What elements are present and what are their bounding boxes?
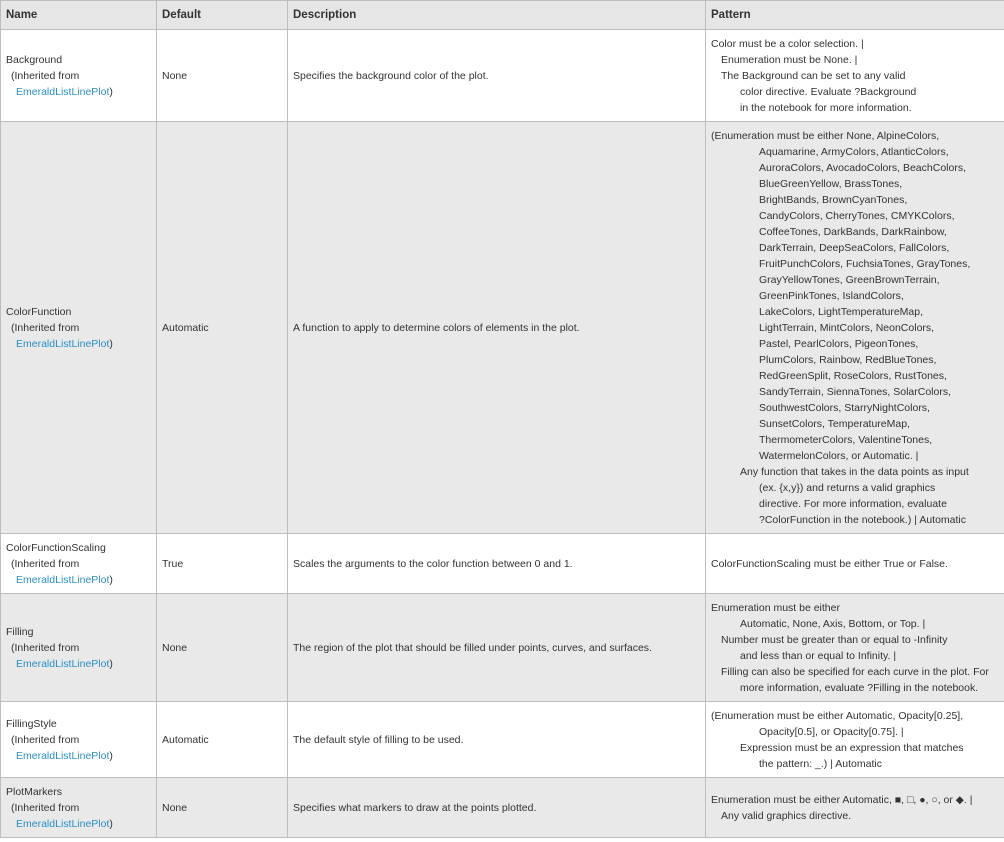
pattern-cell xyxy=(706,122,1004,534)
pattern-line: CoffeeTones, DarkBands, DarkRainbow, xyxy=(759,225,947,238)
pattern-line: and less than or equal to Infinity. | xyxy=(740,649,897,662)
pattern-line: BrightBands, BrownCyanTones, xyxy=(759,193,908,206)
table-row xyxy=(1,122,1004,534)
pattern-line: (Enumeration must be either None, AlpineColors, xyxy=(711,129,940,142)
option-name-cell xyxy=(1,122,157,534)
pattern-line: GrayYellowTones, GreenBrownTerrain, xyxy=(759,273,940,286)
pattern-line: Enumeration must be either Automatic, ■, □, ●, ○, or ◆. | xyxy=(711,793,973,806)
default-value: True xyxy=(157,534,288,594)
inherited-link[interactable]: EmeraldListLinePlot) xyxy=(16,657,113,670)
pattern-line: LakeColors, LightTemperatureMap, xyxy=(759,305,924,318)
pattern-line: Aquamarine, ArmyColors, AtlanticColors, xyxy=(759,145,949,158)
description: Specifies the background color of the plot. xyxy=(288,30,706,122)
pattern-line: Expression must be an expression that matches xyxy=(740,741,964,754)
option-name: Filling xyxy=(6,625,34,638)
pattern-line: CandyColors, CherryTones, CMYKColors, xyxy=(759,209,955,222)
inherited-link[interactable]: EmeraldListLinePlot) xyxy=(16,749,113,762)
pattern-line: SandyTerrain, SiennaTones, SolarColors, xyxy=(759,385,952,398)
pattern-line: color directive. Evaluate ?Background xyxy=(740,85,917,98)
pattern-cell xyxy=(706,778,1004,838)
pattern-line: WatermelonColors, or Automatic. | xyxy=(759,449,919,462)
pattern-line: Pastel, PearlColors, PigeonTones, xyxy=(759,337,919,350)
table-row xyxy=(1,778,1004,838)
pattern-line: RedGreenSplit, RoseColors, RustTones, xyxy=(759,369,947,382)
table-header-row xyxy=(1,1,1004,30)
description: The default style of filling to be used. xyxy=(288,702,706,778)
description: A function to apply to determine colors of elements in the plot. xyxy=(288,122,706,534)
pattern-line: DarkTerrain, DeepSeaColors, FallColors, xyxy=(759,241,950,254)
pattern-line: Enumeration must be None. | xyxy=(721,53,858,66)
header-pattern: Pattern xyxy=(706,1,1004,30)
pattern-cell xyxy=(706,534,1004,594)
pattern-line: directive. For more information, evaluate xyxy=(759,497,947,510)
pattern-line: ColorFunctionScaling must be either True or False. xyxy=(711,557,948,570)
inherited-label: (Inherited from xyxy=(11,801,80,814)
pattern-line: GreenPinkTones, IslandColors, xyxy=(759,289,904,302)
description: Scales the arguments to the color function between 0 and 1. xyxy=(288,534,706,594)
pattern-line: Opacity[0.5], or Opacity[0.75]. | xyxy=(759,725,904,738)
pattern-line: the pattern: _.) | Automatic xyxy=(759,757,882,770)
pattern-cell xyxy=(706,30,1004,122)
pattern-line: Any valid graphics directive. xyxy=(721,809,852,822)
pattern-cell xyxy=(706,594,1004,702)
header-default: Default xyxy=(157,1,288,30)
pattern-line: Enumeration must be either xyxy=(711,601,840,614)
option-name: ColorFunctionScaling xyxy=(6,541,106,554)
pattern-line: The Background can be set to any valid xyxy=(721,69,906,82)
pattern-line: Automatic, None, Axis, Bottom, or Top. | xyxy=(740,617,926,630)
pattern-line: Number must be greater than or equal to -Infinity xyxy=(721,633,948,646)
option-name-cell xyxy=(1,30,157,122)
description: The region of the plot that should be filled under points, curves, and surfaces. xyxy=(288,594,706,702)
pattern-cell xyxy=(706,702,1004,778)
pattern-line: in the notebook for more information. xyxy=(740,101,912,114)
option-name-cell xyxy=(1,778,157,838)
option-name-cell xyxy=(1,534,157,594)
option-name: Background xyxy=(6,53,63,66)
table-row xyxy=(1,702,1004,778)
default-value: Automatic xyxy=(157,702,288,778)
pattern-line: (Enumeration must be either Automatic, Opacity[0.25], xyxy=(711,709,964,722)
option-name-cell xyxy=(1,702,157,778)
pattern-line: Color must be a color selection. | xyxy=(711,37,864,50)
pattern-line: ThermometerColors, ValentineTones, xyxy=(759,433,933,446)
default-value: None xyxy=(157,594,288,702)
inherited-link[interactable]: EmeraldListLinePlot) xyxy=(16,85,113,98)
default-value: Automatic xyxy=(157,122,288,534)
pattern-line: Filling can also be specified for each curve in the plot. For xyxy=(721,665,989,678)
pattern-line: BlueGreenYellow, BrassTones, xyxy=(759,177,903,190)
pattern-line: FruitPunchColors, FuchsiaTones, GrayTones, xyxy=(759,257,971,270)
pattern-line: AuroraColors, AvocadoColors, BeachColors, xyxy=(759,161,966,174)
option-name: ColorFunction xyxy=(6,305,72,318)
inherited-link[interactable]: EmeraldListLinePlot) xyxy=(16,573,113,586)
option-name-cell xyxy=(1,594,157,702)
default-value: None xyxy=(157,30,288,122)
default-value: None xyxy=(157,778,288,838)
header-name: Name xyxy=(1,1,157,30)
pattern-line: ?ColorFunction in the notebook.) | Automatic xyxy=(759,513,967,526)
pattern-line: SouthwestColors, StarryNightColors, xyxy=(759,401,930,414)
inherited-label: (Inherited from xyxy=(11,69,80,82)
description: Specifies what markers to draw at the points plotted. xyxy=(288,778,706,838)
pattern-line: more information, evaluate ?Filling in the notebook. xyxy=(740,681,979,694)
header-description: Description xyxy=(288,1,706,30)
table-row xyxy=(1,30,1004,122)
inherited-link[interactable]: EmeraldListLinePlot) xyxy=(16,817,113,830)
inherited-label: (Inherited from xyxy=(11,321,80,334)
pattern-line: Any function that takes in the data points as input xyxy=(740,465,969,478)
inherited-label: (Inherited from xyxy=(11,733,80,746)
option-name: FillingStyle xyxy=(6,717,57,730)
pattern-line: (ex. {x,y}) and returns a valid graphics xyxy=(759,481,936,494)
table-row xyxy=(1,594,1004,702)
inherited-label: (Inherited from xyxy=(11,641,80,654)
pattern-line: PlumColors, Rainbow, RedBlueTones, xyxy=(759,353,937,366)
pattern-line: SunsetColors, TemperatureMap, xyxy=(759,417,910,430)
option-name: PlotMarkers xyxy=(6,785,63,798)
inherited-label: (Inherited from xyxy=(11,557,80,570)
table-row xyxy=(1,534,1004,594)
pattern-line: LightTerrain, MintColors, NeonColors, xyxy=(759,321,935,334)
inherited-link[interactable]: EmeraldListLinePlot) xyxy=(16,337,113,350)
